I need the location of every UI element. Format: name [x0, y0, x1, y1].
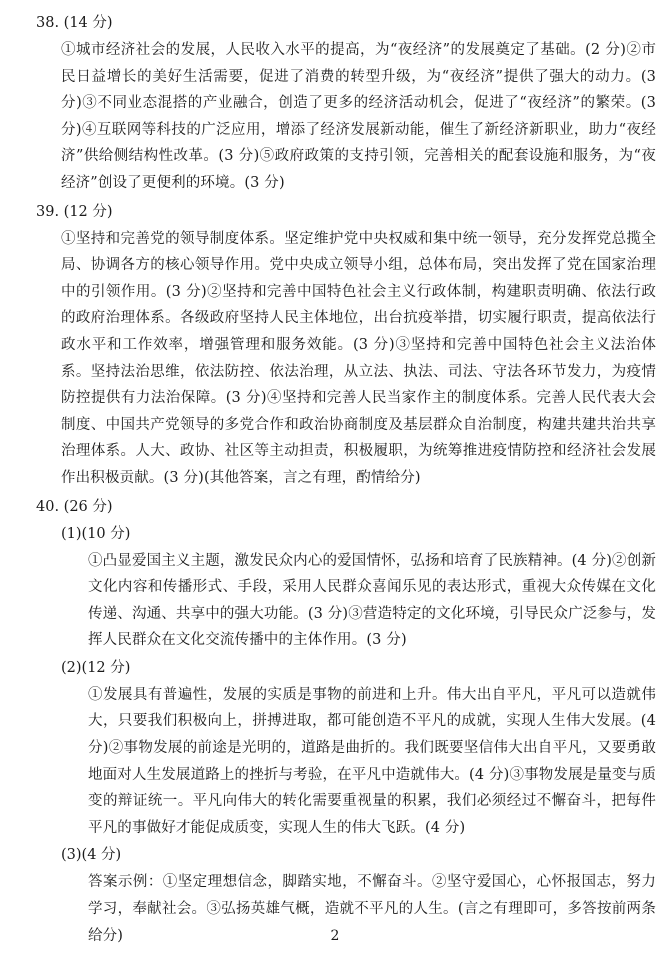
question-38-header: 38. (14 分): [36, 15, 113, 31]
question-38-answer: ①城市经济社会的发展，人民收入水平的提高，为“夜经济”的发展奠定了基础。(2 分)②市民日益增长的美好生活需要，促进了消费的转型升级，为“夜经济”提供了强大的动力。(3 分)③不同业态混搭的产业融合，创造了更多的经济活动机会，促进了“夜经济”的繁荣。(3 分)④互联网等科技的广泛应用，增添了经济发展新动能，催生了新经济新职业，助力“夜经济”供给侧结构性改革。(3 分)⑤政府政策的支持引领，完善相关的配套设施和服务，为“夜经济”创设了更便利的环境。(3 分): [61, 42, 656, 191]
part-2-answer: ①发展具有普遍性，发展的实质是事物的前进和上升。伟大出自平凡，平凡可以造就伟大，只要我们积极向上，拼搏进取，都可能创造不平凡的成就，实现人生伟大发展。(4 分)②事物发展的前途是光明的，道路是曲折的。我们既要坚信伟大出自平凡，又要勇敢地面对人生发展道路上的挫折与考验，在平凡中造就伟大。(4 分)③事物发展是量变与质变的辩证统一。平凡向伟大的转化需要重视量的积累，我们必须经过不懈奋斗，把每件平凡的事做好才能促成质变，实现人生的伟大飞跃。(4 分): [88, 686, 656, 836]
question-39: [36, 198, 656, 492]
question-39-header: 39. (12 分): [36, 203, 113, 220]
question-38: [36, 9, 656, 197]
question-40: [36, 493, 656, 950]
question-40-part-2: [36, 655, 656, 842]
part-2-header: (2)(12 分): [61, 659, 131, 676]
question-40-header: 40. (26 分): [36, 498, 113, 515]
part-3-header: (3)(4 分): [61, 847, 122, 864]
part-1-answer: ①凸显爱国主义主题，激发民众内心的爱国情怀，弘扬和培育了民族精神。(4 分)②创新文化内容和传播形式、手段，采用人民群众喜闻乐见的表达形式，重视大众传媒在文化传递、沟通、共享中的强大功能。(3 分)③营造特定的文化环境，引导民众广泛参与，发挥人民群众在文化交流传播中的主体作用。(3 分): [88, 552, 656, 649]
question-40-part-1: [36, 521, 656, 654]
part-3-answer: 答案示例：①坚定理想信念，脚踏实地，不懈奋斗。②坚守爱国心，心怀报国志，努力学习，奉献社会。③弘扬英雄气概，造就不平凡的人生。(言之有理即可，多答按前两条给分): [88, 874, 656, 944]
part-1-header: (1)(10 分): [61, 525, 131, 542]
page-number: 2: [330, 928, 340, 944]
question-39-answer: ①坚持和完善党的领导制度体系。坚定维护党中央权威和集中统一领导，充分发挥党总揽全局、协调各方的核心领导作用。党中央成立领导小组，总体布局，突出发挥了党在国家治理中的引领作用。(3 分)②坚持和完善中国特色社会主义行政体制，构建职责明确、依法行政的政府治理体系。各级政府坚持人民主体地位，出台抗疫举措，切实履行职责，提高依法行政水平和工作效率，增强管理和服务效能。(3 分)③坚持和完善中国特色社会主义法治体系。坚持法治思维，依法防控、依法治理，从立法、执法、司法、守法各环节发力，为疫情防控提供有力法治保障。(3 分)④坚持和完善人民当家作主的制度体系。完善人民代表大会制度、中国共产党领导的多党合作和政治协商制度及基层群众自治制度，构建共建共治共享治理体系。人大、政协、社区等主动担责，积极履职，为统筹推进疫情防控和经济社会发展作出积极贡献。(3 分)(其他答案，言之有理，酌情给分): [61, 230, 656, 486]
